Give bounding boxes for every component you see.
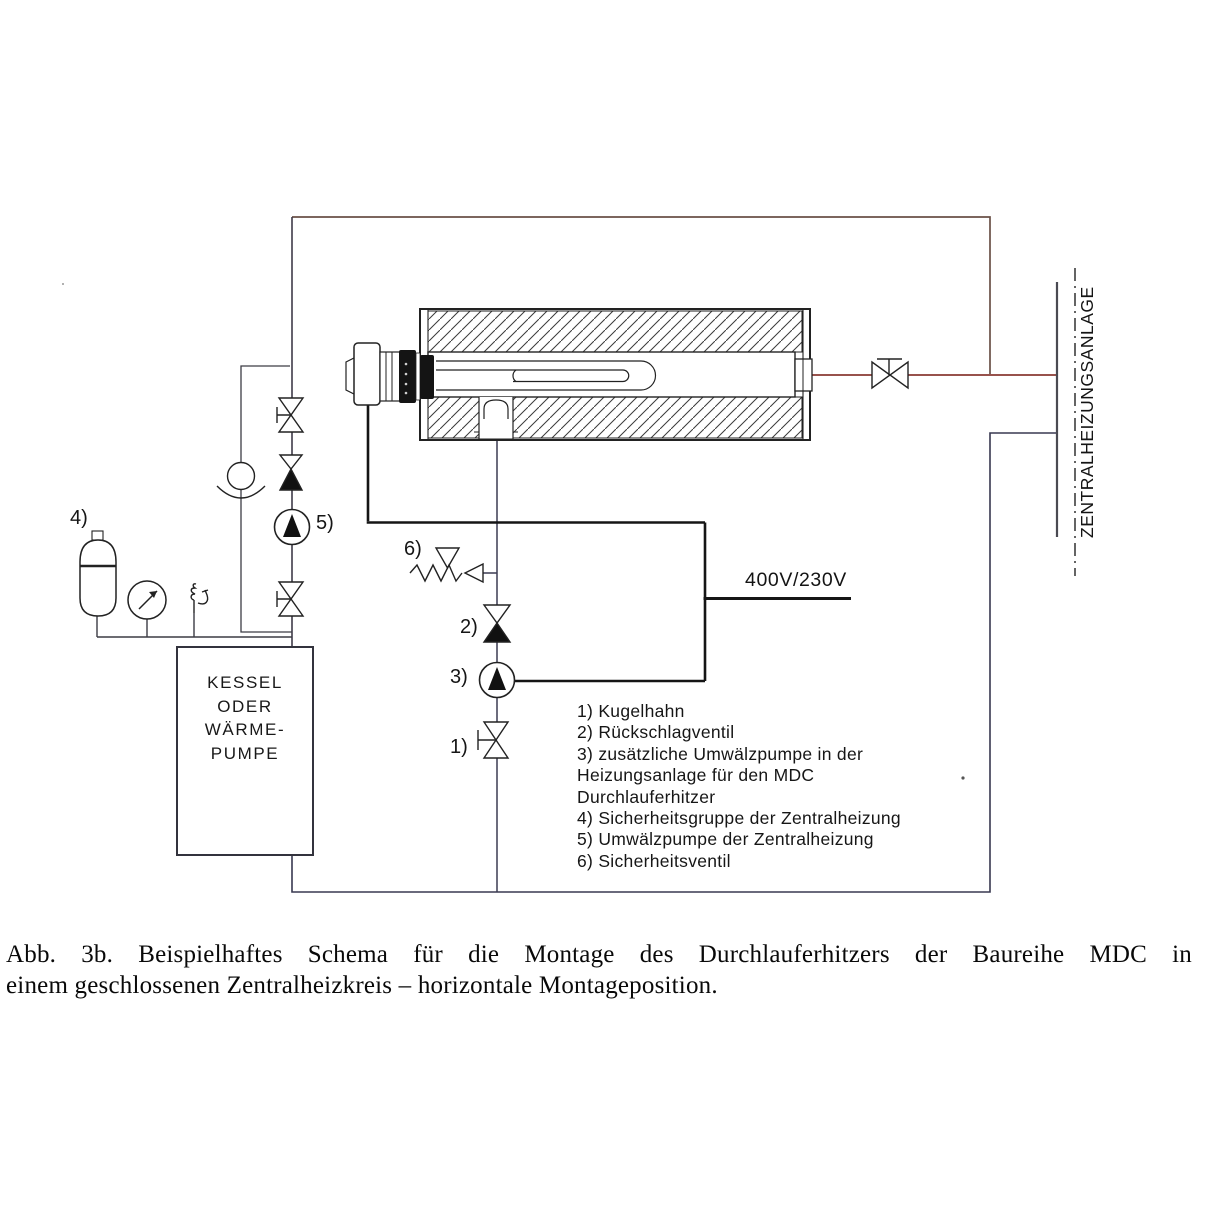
legend-line: 1) Kugelhahn: [577, 701, 685, 721]
ball-valve-icon: [277, 582, 303, 616]
safety-group-piping: [97, 613, 292, 637]
heater-inlet-port: [474, 397, 518, 440]
legend: [577, 701, 901, 872]
boiler-label-line2: ODER: [217, 696, 273, 716]
central-heating-system-label: ZENTRALHEIZUNGSANLAGE: [1077, 286, 1097, 538]
check-valve-icon: [280, 455, 302, 490]
ball-valve-icon: [277, 398, 303, 432]
check-valve-2-icon: [484, 605, 510, 642]
legend-line: 2) Rückschlagventil: [577, 722, 735, 743]
boiler-box-label: [177, 671, 313, 765]
callout-2-label: 2): [460, 616, 478, 638]
circulation-pump-3-icon: [480, 663, 515, 698]
callout-3-label: 3): [450, 666, 468, 688]
electric-wiring: [367, 404, 851, 681]
supply-ball-valve-icon: [872, 359, 908, 388]
power-supply-label: 400V/230V: [745, 569, 847, 591]
legend-line: 6) Sicherheitsventil: [577, 850, 731, 871]
legend-line: Durchlauferhitzer: [577, 786, 716, 807]
heater-unit: [346, 309, 812, 440]
ball-valve-1-icon: [478, 722, 508, 758]
figure-caption-line1: Abb. 3b. Beispielhaftes Schema für die Montage des Durchlauferhitzers der Baureihe MDC in: [6, 941, 1192, 968]
system-boundary: [1057, 268, 1075, 576]
boiler-label-line4: PUMPE: [210, 743, 280, 763]
legend-line: 3) zusätzliche Umwälzpumpe in der: [577, 743, 864, 764]
air-vent-icon: [191, 584, 208, 613]
callout-4-label: 4): [70, 507, 88, 529]
callout-1-label: 1): [450, 736, 468, 758]
heater-outlet-port: [795, 359, 812, 391]
pressure-gauge-icon: [128, 581, 166, 619]
callout-6-label: 6): [404, 538, 422, 560]
legend-line: 4) Sicherheitsgruppe der Zentralheizung: [577, 808, 901, 829]
legend-line: 5) Umwälzpumpe der Zentralheizung: [577, 829, 874, 850]
callout-5-label: 5): [316, 512, 334, 534]
figure-caption-line2: einem geschlossenen Zentralheizkreis – horizontale Montageposition.: [6, 972, 718, 999]
circulation-pump-5-icon: [275, 510, 310, 545]
legend-line: Heizungsanlage für den MDC: [577, 765, 815, 786]
boiler-label-line1: KESSEL: [207, 673, 283, 692]
boiler-label-line3: WÄRME-: [204, 720, 286, 739]
expansion-vessel-icon: [80, 531, 116, 616]
